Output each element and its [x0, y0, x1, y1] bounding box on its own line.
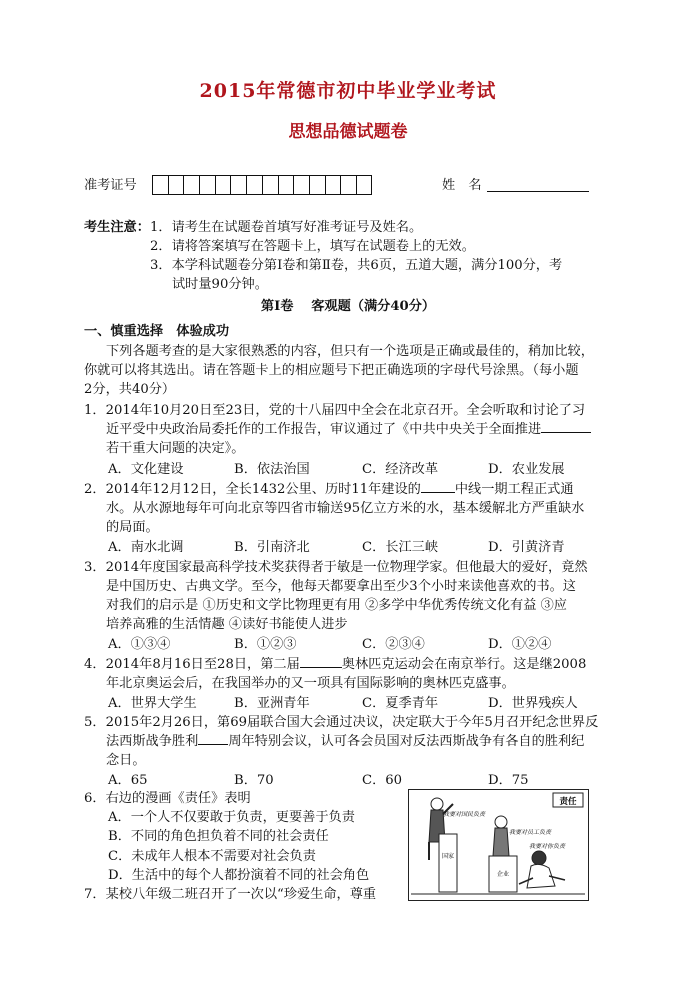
question-7: 7．某校八年级二班召开了一次以“珍爱生命，尊重	[84, 887, 377, 902]
exam-id-cell[interactable]	[325, 175, 341, 195]
exam-id-cell[interactable]	[183, 175, 199, 195]
option[interactable]: B．引南济北	[234, 540, 310, 555]
question-6: 6．右边的漫画《责任》表明	[84, 791, 251, 806]
option[interactable]: D．75	[488, 773, 529, 788]
question-5-line: 法西斯战争胜利 周年特别会议，认可各会员国对反法西斯战争有各自的胜利纪	[106, 734, 585, 749]
cartoon-caption: 我要对国民负责	[443, 811, 486, 818]
option[interactable]: B．不同的角色担负着不同的社会责任	[108, 829, 329, 844]
exam-id-cell[interactable]	[168, 175, 184, 195]
note-item: 试时量90分钟。	[172, 277, 268, 292]
exam-id-cell[interactable]	[246, 175, 262, 195]
exam-id-cell[interactable]	[278, 175, 294, 195]
question-2-line: 水。从水源地每年可向北京等四省市输送95亿立方米的水，基本缓解北方严重缺水	[106, 501, 585, 516]
option[interactable]: D．①②④	[488, 637, 552, 652]
exam-id-cell[interactable]	[199, 175, 215, 195]
cartoon-title: 责任	[559, 797, 577, 807]
exam-id-label: 准考证号	[84, 178, 137, 193]
exam-id-cell[interactable]	[262, 175, 278, 195]
notes-label: 考生注意：	[84, 220, 150, 235]
question-3: 3．2014年度国家最高科学技术奖获得者于敏是一位物理学家。但他最大的爱好，竟然	[84, 560, 588, 575]
answer-blank	[300, 655, 342, 668]
responsibility-cartoon	[408, 789, 589, 901]
section-heading: 一、慎重选择 体验成功	[84, 324, 230, 339]
option[interactable]: A．65	[108, 773, 148, 788]
option[interactable]: A．南水北调	[108, 540, 184, 555]
question-4-line: 年北京奥运会后，在我国举办的又一项具有国际影响的奥林匹克盛事。	[106, 676, 515, 691]
question-3-line: 培养高雅的生活情趣 ④读好书能使人进步	[106, 617, 348, 632]
note-item: 3．本学科试题卷分第Ⅰ卷和第Ⅱ卷，共6页，五道大题，满分100分，考	[150, 258, 563, 273]
answer-blank	[421, 480, 455, 493]
question-1-line: 若干重大问题的决定》。	[106, 441, 245, 456]
option[interactable]: C．未成年人根本不需要对社会负责	[108, 849, 316, 864]
option[interactable]: C．夏季青年	[362, 696, 439, 711]
exam-id-cell[interactable]	[215, 175, 231, 195]
option[interactable]: B．70	[234, 773, 274, 788]
paper-subtitle: 思想品德试题卷	[288, 122, 408, 142]
section-intro: 你就可以将其选出。请在答题卡上的相应题号下把正确选项的字母代号涂黑。（每小题	[84, 363, 579, 378]
cartoon-label: 企业	[496, 871, 510, 878]
option[interactable]: A．①③④	[108, 637, 171, 652]
answer-blank	[541, 420, 591, 433]
name-field-line[interactable]	[487, 191, 589, 192]
question-3-line: 对我们的启示是 ①历史和文学比物理更有用 ②多学中华优秀传统文化有益 ③应	[106, 598, 567, 613]
option[interactable]: D．引黄济青	[488, 540, 565, 555]
option[interactable]: A．文化建设	[108, 462, 184, 477]
answer-blank	[198, 732, 228, 745]
option[interactable]: C．经济改革	[362, 462, 439, 477]
option[interactable]: B．①②③	[234, 637, 297, 652]
question-3-line: 是中国历史、古典文学。至今，他每天都要拿出至少3个小时来读他喜欢的书。这	[106, 579, 576, 594]
volume-title: 第Ⅰ卷 客观题（满分40分）	[260, 299, 436, 314]
question-2: 2．2014年12月12日，全长1432公里、历时11年建设的 中线一期工程正式通	[84, 482, 574, 497]
option[interactable]: A．世界大学生	[108, 696, 197, 711]
name-label: 姓 名	[442, 178, 482, 193]
exam-id-cell[interactable]	[230, 175, 246, 195]
option[interactable]: B．依法治国	[234, 462, 310, 477]
exam-id-cell[interactable]	[309, 175, 325, 195]
option[interactable]: A．一个人不仅要敢于负责，更要善于负责	[108, 810, 355, 825]
option[interactable]: C．60	[362, 773, 403, 788]
exam-id-cell[interactable]	[356, 175, 372, 195]
note-item: 1．请考生在试题卷首填写好准考证号及姓名。	[150, 220, 423, 235]
question-1: 1．2014年10月20日至23日，党的十八届四中全会在北京召开。全会听取和讨论了习	[84, 403, 586, 418]
question-1-line: 近平受中央政治局委托作的工作报告，审议通过了《中共中央关于全面推进	[106, 420, 591, 439]
question-2-line: 的局面。	[106, 520, 159, 535]
exam-title: 2015年常德市初中毕业学业考试	[199, 80, 497, 102]
question-5-line: 念日。	[106, 753, 146, 768]
option[interactable]: D．生活中的每个人都扮演着不同的社会角色	[108, 868, 370, 883]
cartoon-caption: 我要对员工负责	[509, 829, 552, 836]
section-intro: 2分，共40分）	[84, 382, 176, 397]
exam-id-cell[interactable]	[340, 175, 356, 195]
exam-id-cell[interactable]	[152, 175, 168, 195]
exam-id-grid[interactable]	[152, 175, 372, 195]
option[interactable]: D．农业发展	[488, 462, 565, 477]
option[interactable]: D．世界残疾人	[488, 696, 578, 711]
section-intro: 下列各题考查的是大家很熟悉的内容，但只有一个选项是正确或最佳的，稍加比较，	[106, 344, 594, 359]
cartoon-label: 国家	[441, 853, 455, 860]
cartoon-illustration	[409, 790, 587, 899]
option[interactable]: C．长江三峡	[362, 540, 439, 555]
option[interactable]: C．②③④	[362, 637, 425, 652]
note-item: 2．请将答案填写在答题卡上，填写在试题卷上的无效。	[150, 239, 475, 254]
question-4: 4．2014年8月16日至28日，第二届 奥林匹克运动会在南京举行。这是继2008	[84, 657, 587, 672]
option[interactable]: B．亚洲青年	[234, 696, 310, 711]
cartoon-caption: 我要对你负责	[529, 843, 566, 850]
question-5: 5．2015年2月26日，第69届联合国大会通过决议，决定联大于今年5月召开纪念世界反	[84, 715, 599, 730]
exam-id-cell[interactable]	[293, 175, 309, 195]
